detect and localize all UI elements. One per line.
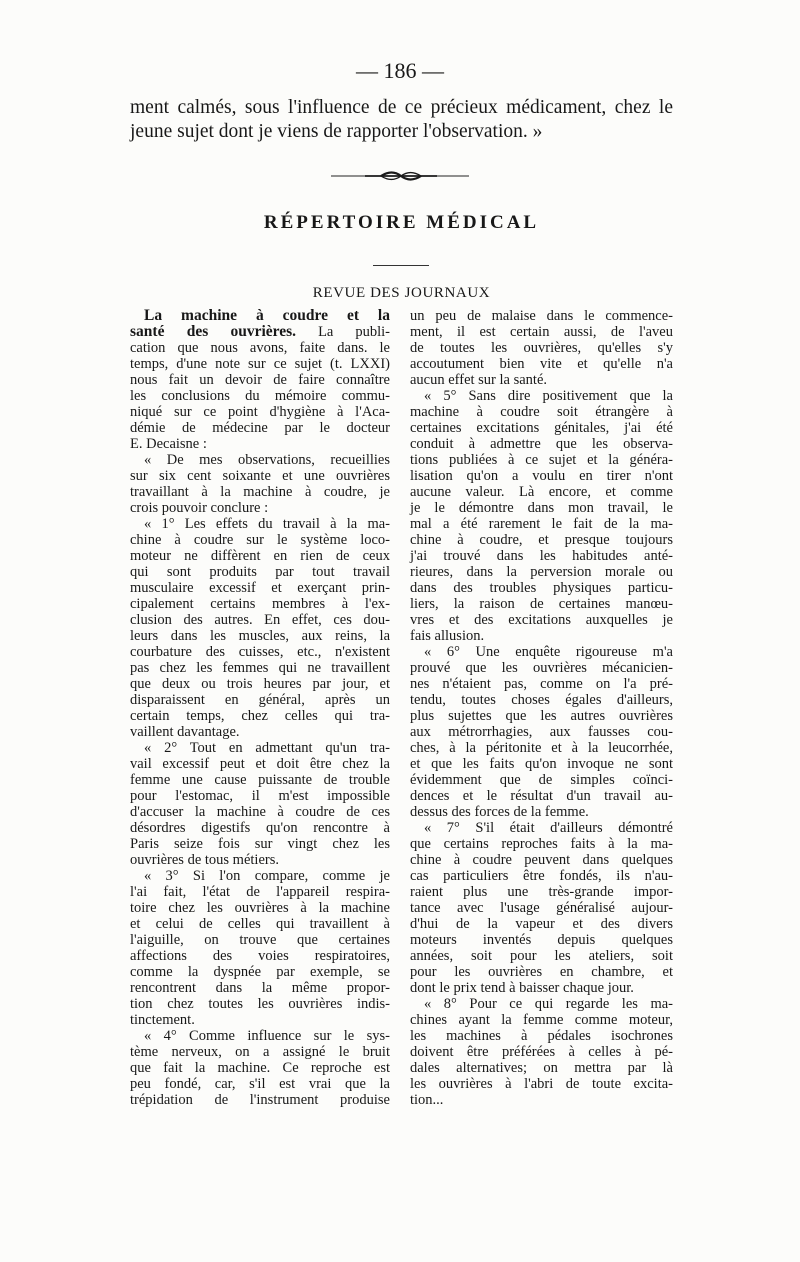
text-line: tème nerveux, on a assigné le bruit	[130, 1044, 390, 1060]
text-line: crois pouvoir conclure :	[130, 500, 269, 516]
text-line: vres et des excitations auxquelles je	[410, 612, 673, 628]
text-line: tion chez toutes les ouvrières indis-	[130, 996, 390, 1012]
text-line: aux métrorrhagies, aux fausses cou-	[410, 724, 673, 740]
column-left	[130, 308, 390, 1108]
text-line: je le démontre dans mon travail, le	[410, 500, 673, 516]
paragraph	[410, 388, 673, 644]
text-line: E. Decaisne :	[130, 436, 207, 452]
text-line: musculaire excessif et exerçant prin-	[130, 580, 390, 596]
text-line: prouvé que les ouvrières mécanicien-	[410, 660, 673, 676]
text-line: sur six cent soixante et une ouvrières	[130, 468, 390, 484]
text-line: « 3° Si l'on compare, comme je	[144, 868, 390, 884]
text-line: d'hui de la vapeur et des divers	[410, 916, 673, 932]
paragraph	[130, 308, 390, 452]
text-line: aucun effet sur la santé.	[410, 372, 548, 388]
text-line: de toutes les ouvrières, qu'elles s'y	[410, 340, 673, 356]
text-line: aucune valeur. Là encore, et comme	[410, 484, 673, 500]
paragraph	[410, 308, 673, 388]
article-title-line	[130, 324, 390, 340]
text-line: évidemment que de simples coïnci-	[410, 772, 673, 788]
page-number: — 186 —	[356, 58, 444, 83]
text-line: affections des voies respiratoires,	[130, 948, 390, 964]
text-line: dessus des forces de la femme.	[410, 804, 589, 820]
text-line: tinctement.	[130, 1012, 195, 1028]
text-line: tendu, toutes choses égales d'ailleurs,	[410, 692, 673, 708]
text-line: tion...	[410, 1092, 444, 1108]
text-line: pour l'estomac, il m'est impossible	[130, 788, 390, 804]
text-line: qui sont produits par tout travail	[130, 564, 390, 580]
paragraph	[410, 644, 673, 820]
text-line: les ouvrières à l'abri de toute excita-	[410, 1076, 673, 1092]
paragraph	[130, 868, 390, 1028]
text-line: plus sujettes que les autres ouvrières	[410, 708, 673, 724]
article-title: santé des ouvrières.	[130, 323, 297, 340]
title-rule	[373, 265, 429, 266]
text-line: disparaissent en général, après un	[130, 692, 390, 708]
section-title: RÉPERTOIRE MÉDICAL	[263, 212, 540, 233]
text-line: pas chez les femmes qui ne travaillent	[130, 660, 390, 676]
text-line: peu fondé, car, s'il est vrai que la	[130, 1076, 390, 1092]
text-line: dences et le résultat d'un travail au-	[410, 788, 673, 804]
text-line: chine à coudre sur le système loco-	[130, 532, 390, 548]
text-line: conduit à admettre que les observa-	[410, 436, 673, 452]
text-line: temps, d'une note sur ce sujet (t. LXXI)	[130, 356, 390, 372]
text-line: « 5° Sans dire positivement que la	[424, 388, 673, 404]
text-line: ment calmés, sous l'influence de ce précieux médicament, chez le	[130, 97, 673, 118]
text-line: ouvrières de tous métiers.	[130, 852, 279, 868]
text-line: trépidation de l'instrument produise	[130, 1092, 390, 1108]
text-line: cas particuliers être fondés, ils n'au-	[410, 868, 673, 884]
text-line: nes n'étaient pas, comme on l'a pré-	[410, 676, 673, 692]
paragraph	[130, 516, 390, 740]
text-run: La publi-	[318, 324, 390, 340]
text-line: tance avec l'usage généralisé aujour-	[410, 900, 673, 916]
text-line: dans des troubles physiques particu-	[410, 580, 673, 596]
article-title-line	[130, 308, 390, 324]
paragraph	[130, 740, 390, 868]
article-title: La machine à coudre et la	[144, 307, 390, 324]
text-line: vaillent davantage.	[130, 724, 240, 740]
text-line: travaillant à la machine à coudre, je	[130, 484, 390, 500]
text-line: que certains reproches faits à la ma-	[410, 836, 673, 852]
text-line: doivent être préférées à celles à pé-	[410, 1044, 673, 1060]
text-line: mal a été rarement le fait de la ma-	[410, 516, 673, 532]
column-right	[410, 308, 673, 1108]
text-line: ches, à la péritonite et à la leucorrhée,	[410, 740, 673, 756]
text-line: ment, il est certain aussi, de l'aveu	[410, 324, 673, 340]
text-line: nous fait un devoir de faire connaître	[130, 372, 390, 388]
paragraph	[130, 452, 390, 516]
text-line: dales alternatives; on mettra par là	[410, 1060, 673, 1076]
text-line: « 4° Comme influence sur le sys-	[144, 1028, 390, 1044]
text-line: l'aiguille, on trouve que certaines	[130, 932, 390, 948]
text-line: chine à coudre peuvent dans quelques	[410, 852, 673, 868]
text-line: rencontrent dans la même propor-	[130, 980, 390, 996]
text-line: femme une cause puissante de trouble	[130, 772, 390, 788]
text-line: accoutument bien vite et qu'elle n'a	[410, 356, 673, 372]
text-line: l'ai fait, l'état de l'appareil respira-	[130, 884, 390, 900]
subsection-title: REVUE DES JOURNAUX	[312, 285, 491, 301]
text-line: chine à coudre, et presque toujours	[410, 532, 673, 548]
text-line: certain temps, chez celles qui tra-	[130, 708, 390, 724]
text-line: machine à coudre soit étrangère à	[410, 404, 673, 420]
text-line: vail excessif peut et doit être chez la	[130, 756, 390, 772]
text-line: liers, la raison de certaines manœu-	[410, 596, 673, 612]
text-line: dont le prix tend à baisser chaque jour.	[410, 980, 634, 996]
text-line: les machines à pédales isochrones	[410, 1028, 673, 1044]
text-line: pour les ouvrières en chambre, et	[410, 964, 673, 980]
text-line: niqué sur ce point d'hygiène à l'Aca-	[130, 404, 390, 420]
text-line: cation que nous avons, faite dans. le	[130, 340, 390, 356]
text-line: raient plus une très-grande impor-	[410, 884, 673, 900]
text-line: comme la dyspnée par exemple, se	[130, 964, 390, 980]
text-line: tions publiées à ce sujet et la généra-	[410, 452, 673, 468]
text-line: « 7° S'il était d'ailleurs démontré	[424, 820, 673, 836]
text-line: d'accuser la machine à coudre de ces	[130, 804, 390, 820]
text-line: « De mes observations, recueillies	[144, 452, 390, 468]
paragraph	[410, 996, 673, 1108]
text-line: lisation qu'on a voulu en tirer n'ont	[410, 468, 673, 484]
text-line: certaines excitations génitales, j'ai été	[410, 420, 673, 436]
continued-text-block	[130, 96, 673, 144]
text-line: un peu de malaise dans le commence-	[410, 308, 673, 324]
text-line: « 1° Les effets du travail à la ma-	[144, 516, 390, 532]
text-line: et celui de celles qui travaillent à	[130, 916, 390, 932]
text-line: clusion des autres. En effet, ces dou-	[130, 612, 390, 628]
text-line: « 6° Une enquête rigoureuse m'a	[424, 644, 673, 660]
text-line: rieures, dans la perversion morale ou	[410, 564, 673, 580]
text-line: j'ai trouvé dans les habitudes anté-	[410, 548, 673, 564]
text-line: les conclusions du mémoire commu-	[130, 388, 390, 404]
text-line: années, soit pour les ateliers, soit	[410, 948, 673, 964]
text-line: courbature des cuisses, etc., n'existent	[130, 644, 390, 660]
ornamental-divider	[325, 169, 475, 183]
text-line: « 8° Pour ce qui regarde les ma-	[424, 996, 673, 1012]
paragraph	[410, 820, 673, 996]
text-line: fais allusion.	[410, 628, 485, 644]
text-line: Paris seize fois sur vingt chez les	[130, 836, 390, 852]
paragraph	[130, 1028, 390, 1108]
text-line: toire chez les ouvrières à la machine	[130, 900, 390, 916]
text-line: démie de médecine par le docteur	[130, 420, 390, 436]
text-line: cipalement certains membres à l'ex-	[130, 596, 390, 612]
text-line: leurs dans les muscles, aux reins, la	[130, 628, 390, 644]
text-line: « 2° Tout en admettant qu'un tra-	[144, 740, 390, 756]
text-line: moteur ne diffèrent en rien de ceux	[130, 548, 390, 564]
text-line: que deux ou trois heures par jour, et	[130, 676, 390, 692]
text-line: moteurs inventés depuis quelques	[410, 932, 673, 948]
text-line: que fait la machine. Ce reproche est	[130, 1060, 390, 1076]
text-line: chines ayant la femme comme moteur,	[410, 1012, 673, 1028]
text-line: et que les faits qu'on invoque ne sont	[410, 756, 673, 772]
text-line: désordres digestifs qu'on rencontre à	[130, 820, 390, 836]
text-line: jeune sujet dont je viens de rapporter l'observation. »	[130, 121, 543, 142]
